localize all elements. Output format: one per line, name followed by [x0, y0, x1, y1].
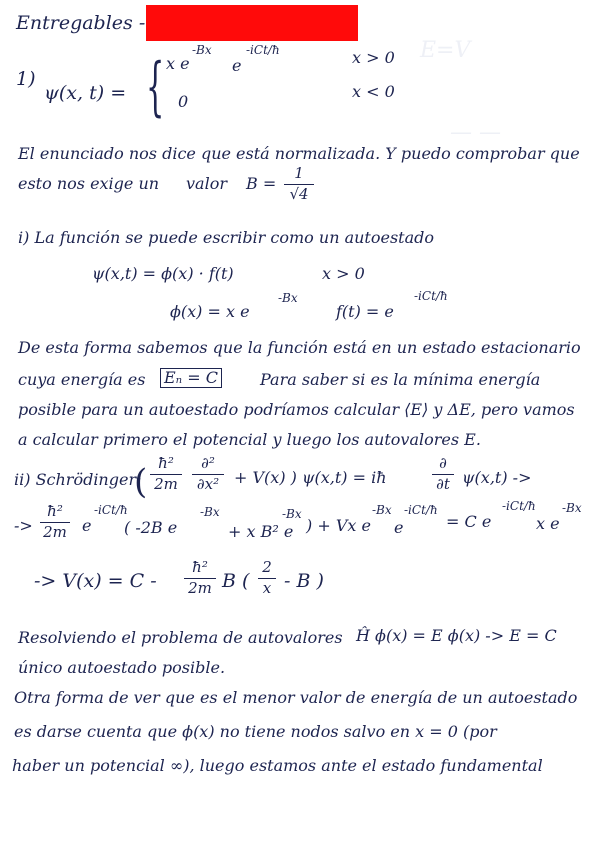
potential-result: -> V(x) = C - [34, 570, 157, 592]
step-e-2: e [394, 518, 404, 537]
result-two-m: 2m [188, 578, 212, 597]
case1-condition: x > 0 [352, 48, 395, 67]
normalization-line-1: El enunciado nos dice que está normalizada. Y puedo comprobar que [18, 144, 580, 163]
show-through-mark: — — [450, 120, 501, 145]
result-hbar-over-2m [184, 560, 216, 597]
step-time-exponent: -iCt/ħ [94, 503, 128, 517]
paragraph-2-line-4: es darse cuenta que ϕ(x) no tiene nodos salvo en x = 0 (por [14, 722, 497, 741]
open-paren: ( [134, 462, 148, 502]
two-m: 2m [154, 474, 178, 493]
case1-expression: x e [166, 54, 190, 73]
dt-symbol: ∂t [436, 474, 450, 493]
paragraph-1-line-2: cuya energía es [18, 370, 146, 389]
paragraph-1-line-3: posible para un autoestado podríamos calcular ⟨E⟩ y ΔE, pero vamos [18, 400, 575, 419]
normalization-line-2: esto nos exige un [18, 174, 160, 193]
case1-time-exponent: -iCt/ħ [246, 43, 280, 57]
b-equals: B = [246, 174, 277, 193]
b-value-fraction [284, 166, 314, 203]
step-exponent-bx-4: -Bx [562, 501, 582, 515]
step-potential-term: ) + Vx e [306, 516, 371, 535]
paragraph-2-line-2: único autoestado posible. [18, 658, 226, 677]
paragraph-1-line-2-end: Para saber si es la mínima energía [260, 370, 541, 389]
x-symbol: x [262, 578, 272, 597]
part-1-label: 1) [16, 68, 36, 90]
schrodinger-end: ψ(x,t) -> [462, 468, 532, 487]
separation-equation: ψ(x,t) = ϕ(x) · f(t) [92, 264, 234, 283]
two-over-x [258, 560, 276, 597]
paragraph-2-line-3: Otra forma de ver que es el menor valor de energía de un autoestado [14, 688, 578, 707]
case1-exponent: -Bx [192, 43, 212, 57]
d-symbol: ∂ [439, 454, 447, 472]
phi-exponent: -Bx [278, 291, 298, 305]
step-time-exponent-2: -iCt/ħ [404, 503, 438, 517]
hbar-squared: ħ² [158, 454, 174, 472]
step-e: e [82, 516, 92, 535]
separation-condition: x > 0 [322, 264, 365, 283]
section-i-heading: i) La función se puede escribir como un autoestado [18, 228, 435, 247]
step-hbar-over-2m [40, 504, 70, 541]
b-denominator: √4 [289, 184, 309, 203]
b-numerator: 1 [294, 164, 304, 182]
paragraph-2-line-5: haber un potencial ∞), luego estamos ante el estado fundamental [12, 756, 543, 775]
case2-condition: x < 0 [352, 82, 395, 101]
psi-definition-lhs: ψ(x, t) = [44, 82, 127, 104]
potential-result-tail: B ( [222, 570, 250, 592]
step-two-m: 2m [43, 522, 67, 541]
paragraph-1-line-1: De esta forma sabemos que la función está en un estado estacionario [18, 338, 581, 357]
page-heading: Entregables - [16, 12, 146, 34]
f-exponent: -iCt/ħ [414, 289, 448, 303]
f-equation: f(t) = e [336, 302, 394, 321]
case2-expression: 0 [178, 92, 189, 111]
step-hbar-squared: ħ² [47, 502, 63, 520]
show-through-mark: E=V [420, 38, 471, 63]
two: 2 [262, 558, 272, 576]
paragraph-2-line-1: Resolviendo el problema de autovalores [18, 628, 343, 647]
step-bracket-start: ( -2B e [124, 518, 178, 537]
second-derivative [192, 456, 224, 493]
step-equals: = C e [446, 512, 492, 531]
step-exponent-bx-3: -Bx [372, 503, 392, 517]
step-arrow: -> [14, 516, 33, 535]
phi-equation: ϕ(x) = x e [170, 302, 250, 321]
redaction-box [146, 5, 358, 41]
dx-squared: ∂x² [196, 474, 220, 493]
result-hbar-squared: ħ² [192, 558, 208, 576]
step-exponent-bx-2: -Bx [282, 507, 302, 521]
d-squared: ∂² [201, 454, 215, 472]
step-exponent-bx: -Bx [200, 505, 220, 519]
case1-e: e [232, 56, 242, 75]
hbar-over-2m [150, 456, 182, 493]
paragraph-1-line-4: a calcular primero el potencial y luego los autovalores E. [18, 430, 481, 449]
piecewise-brace-icon: { [146, 50, 165, 124]
schrodinger-rhs: + V(x) ) ψ(x,t) = iħ [234, 468, 387, 487]
time-derivative [432, 456, 454, 493]
step-time-exponent-3: -iCt/ħ [502, 499, 536, 513]
energy-boxed-result: Eₙ = C [160, 368, 222, 388]
step-x-e: x e [536, 514, 560, 533]
potential-result-end: - B ) [284, 570, 324, 592]
normalization-line-2-word: valor [186, 174, 227, 193]
step-plus-term: + x B² e [228, 522, 294, 541]
eigenvalue-equation: Ĥ ϕ(x) = E ϕ(x) -> E = C [356, 626, 557, 645]
section-ii-heading: ii) Schrödinger: [14, 470, 142, 489]
